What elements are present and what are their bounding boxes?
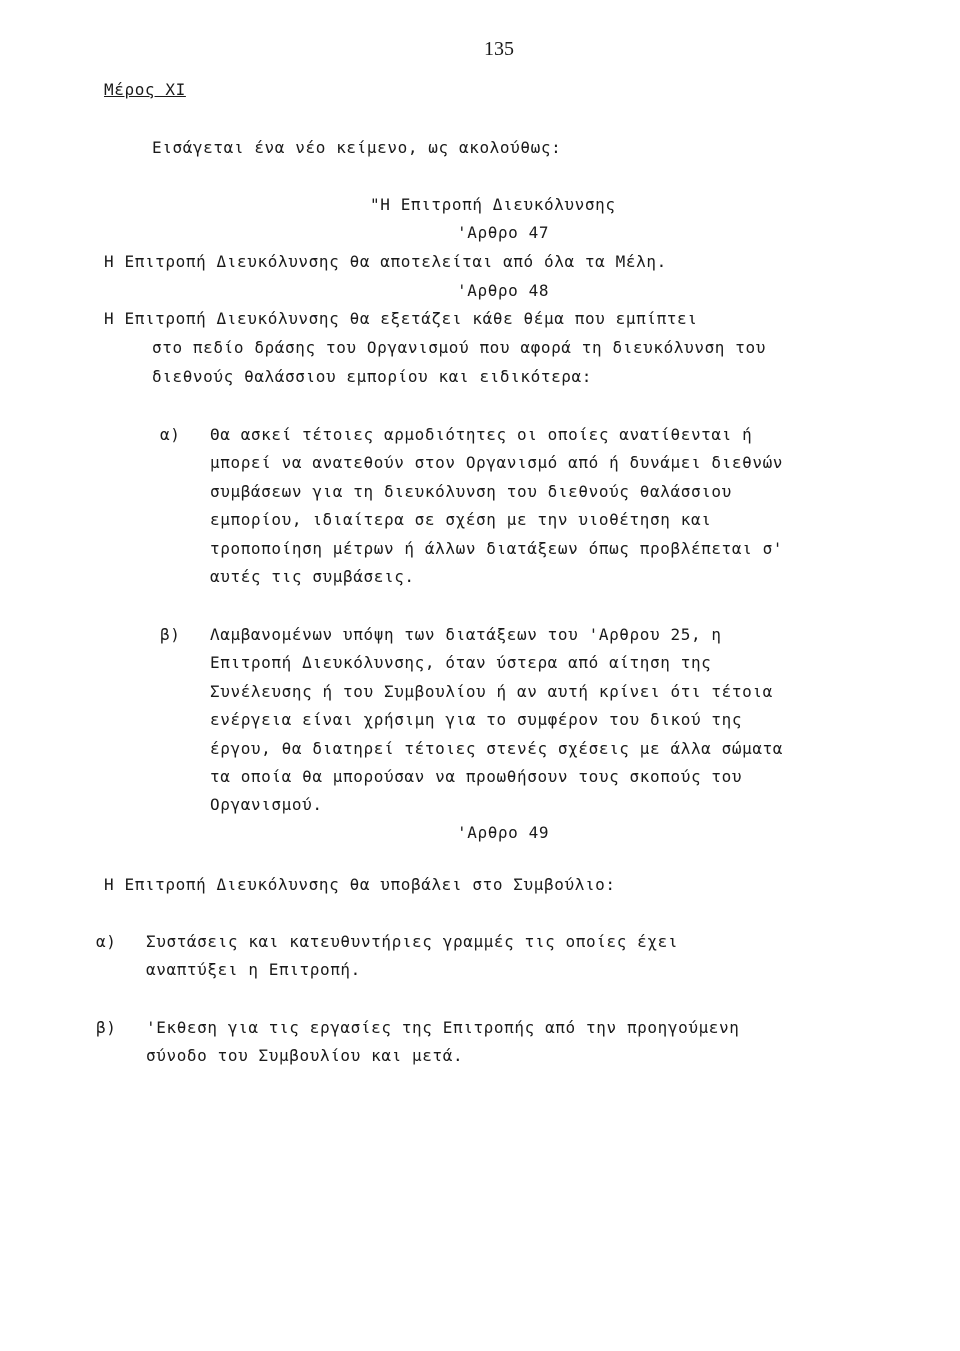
page-number: 135 xyxy=(484,38,514,60)
article-49-item-a-line: Συστάσεις και κατευθυντήριες γραμμές τις οποίες έχει xyxy=(146,932,679,951)
item-b-line: ενέργεια είναι χρήσιμη για το συμφέρον του δικού της xyxy=(210,710,743,729)
item-b-line: τα οποία θα μπορούσαν να προωθήσουν τους σκοπούς του xyxy=(210,767,743,786)
committee-title: "Η Επιτροπή Διευκόλυνσης xyxy=(370,195,616,214)
article-49-item-a-marker: α) xyxy=(96,932,117,951)
item-a-line: Θα ασκεί τέτοιες αρμοδιότητες οι οποίες ανατίθενται ή xyxy=(210,425,753,444)
article-49-item-b-marker: β) xyxy=(96,1018,117,1037)
section-heading: Μέρος XI xyxy=(104,80,186,99)
item-a-line: εμπορίου, ιδιαίτερα σε σχέση με την υιοθέτηση και xyxy=(210,510,712,529)
item-b-marker: β) xyxy=(160,625,181,644)
item-b-line: Επιτροπή Διευκόλυνσης, όταν ύστερα από αίτηση της xyxy=(210,653,712,672)
intro-text: Εισάγεται ένα νέο κείμενο, ως ακολούθως: xyxy=(152,138,562,157)
article-49-text: Η Επιτροπή Διευκόλυνσης θα υποβάλει στο Συμβούλιο: xyxy=(104,875,616,894)
article-48-line: στο πεδίο δράσης του Οργανισμού που αφορά τη διευκόλυνση του xyxy=(152,338,766,357)
article-49-item-a-line: αναπτύξει η Επιτροπή. xyxy=(146,960,361,979)
item-a-marker: α) xyxy=(160,425,181,444)
item-b-line: Λαμβανομένων υπόψη των διατάξεων του 'Αρθρου 25, η xyxy=(210,625,722,644)
article-49-item-b-line: σύνοδο του Συμβουλίου και μετά. xyxy=(146,1046,464,1065)
article-49-item-b-line: 'Εκθεση για τις εργασίες της Επιτροπής από την προηγούμενη xyxy=(146,1018,740,1037)
item-a-line: συμβάσεων για τη διευκόλυνση του διεθνούς θαλάσσιου xyxy=(210,482,732,501)
article-47-heading: 'Αρθρο 47 xyxy=(457,223,550,242)
item-b-line: Συνέλευσης ή του Συμβουλίου ή αν αυτή κρίνει ότι τέτοια xyxy=(210,682,773,701)
item-a-line: μπορεί να ανατεθούν στον Οργανισμό από ή δυνάμει διεθνών xyxy=(210,453,784,472)
item-b-line: έργου, θα διατηρεί τέτοιες στενές σχέσεις με άλλα σώματα xyxy=(210,739,784,758)
article-47-text: Η Επιτροπή Διευκόλυνσης θα αποτελείται από όλα τα Μέλη. xyxy=(104,252,667,271)
article-48-line: Η Επιτροπή Διευκόλυνσης θα εξετάζει κάθε θέμα που εμπίπτει xyxy=(104,309,698,328)
article-48-line: διεθνούς θαλάσσιου εμπορίου και ειδικότερα: xyxy=(152,367,593,386)
item-a-line: αυτές τις συμβάσεις. xyxy=(210,567,415,586)
article-49-heading: 'Αρθρο 49 xyxy=(457,823,550,842)
item-a-line: τροποποίηση μέτρων ή άλλων διατάξεων όπως προβλέπεται σ' xyxy=(210,539,784,558)
item-b-line: Οργανισμού. xyxy=(210,795,323,814)
article-48-heading: 'Αρθρο 48 xyxy=(457,281,550,300)
